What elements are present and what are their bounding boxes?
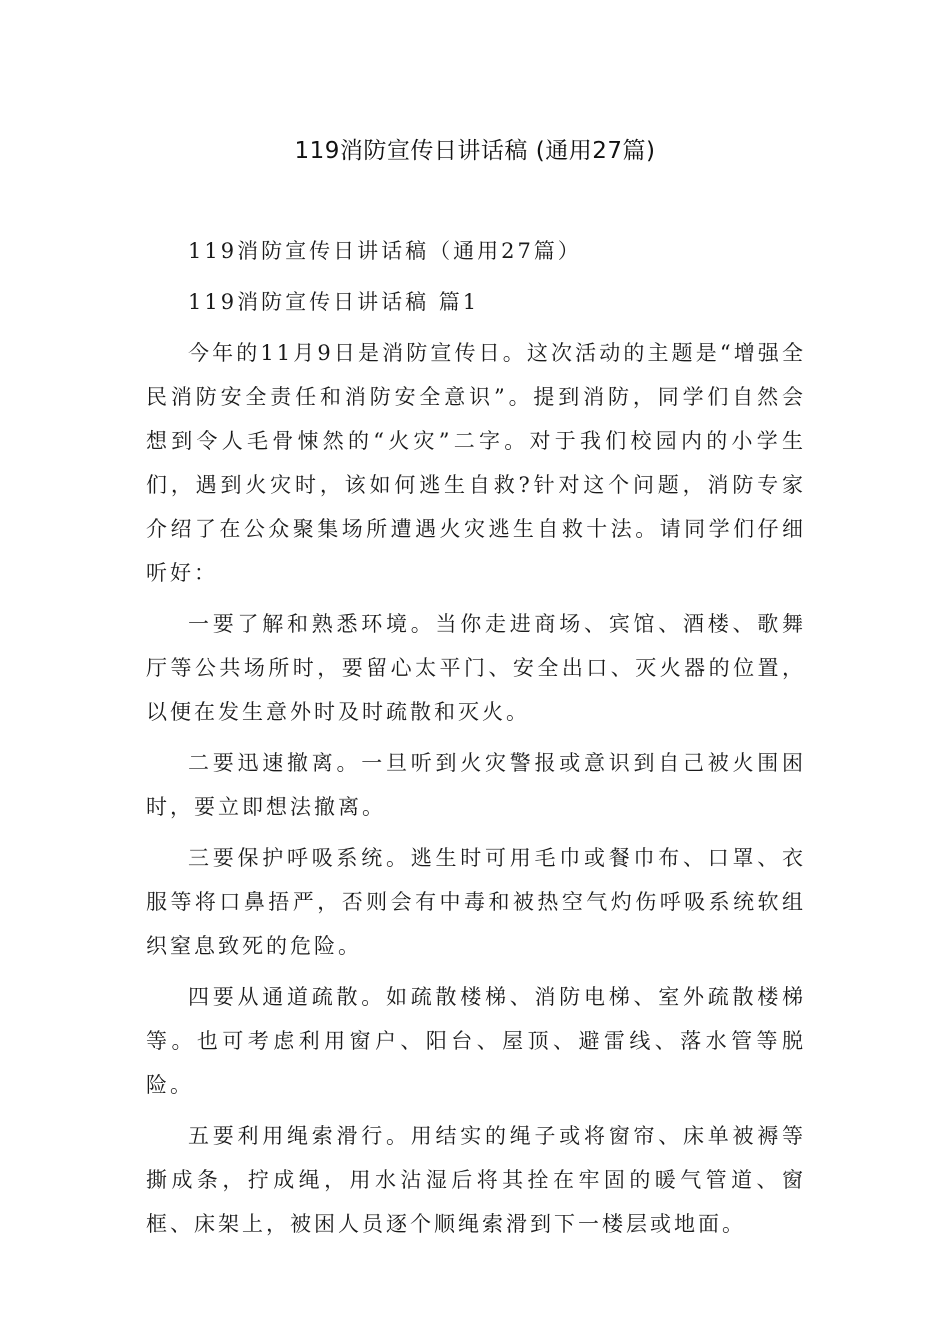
paragraph-tip-3: 三要保护呼吸系统。逃生时可用毛巾或餐巾布、口罩、衣服等将口鼻捂严，否则会有中毒和被热空气灼伤呼吸系统软组织窒息致死的危险。 <box>146 846 806 958</box>
paragraph-tip-2: 二要迅速撤离。一旦听到火灾警报或意识到自己被火围困时，要立即想法撤离。 <box>146 751 806 819</box>
paragraph-tip-5: 五要利用绳索滑行。用结实的绳子或将窗帘、床单被褥等撕成条，拧成绳，用水沾湿后将其拴在牢固的暖气管道、窗框、床架上，被困人员逐个顺绳索滑到下一楼层或地面。 <box>146 1124 806 1236</box>
paragraph-tip-1: 一要了解和熟悉环境。当你走进商场、宾馆、酒楼、歌舞厅等公共场所时，要留心太平门、安全出口、灭火器的位置，以便在发生意外时及时疏散和灭火。 <box>146 612 806 724</box>
paragraph-subtitle: 119消防宣传日讲话稿（通用27篇） <box>188 239 582 263</box>
document-body <box>146 229 806 1253</box>
paragraph-section-heading: 119消防宣传日讲话稿 篇1 <box>188 290 480 314</box>
paragraph-tip-4: 四要从通道疏散。如疏散楼梯、消防电梯、室外疏散楼梯等。也可考虑利用窗户、阳台、屋顶、避雷线、落水管等脱险。 <box>146 985 806 1097</box>
document-title: 119消防宣传日讲话稿 (通用27篇) <box>294 138 656 164</box>
paragraph-intro: 今年的11月9日是消防宣传日。这次活动的主题是“增强全民消防安全责任和消防安全意识”。提到消防，同学们自然会想到令人毛骨悚然的“火灾”二字。对于我们校园内的小学生们，遇到火灾时，该如何逃生自救?针对这个问题，消防专家介绍了在公众聚集场所遭遇火灾逃生自救十法。请同学们仔细听好： <box>146 341 806 585</box>
